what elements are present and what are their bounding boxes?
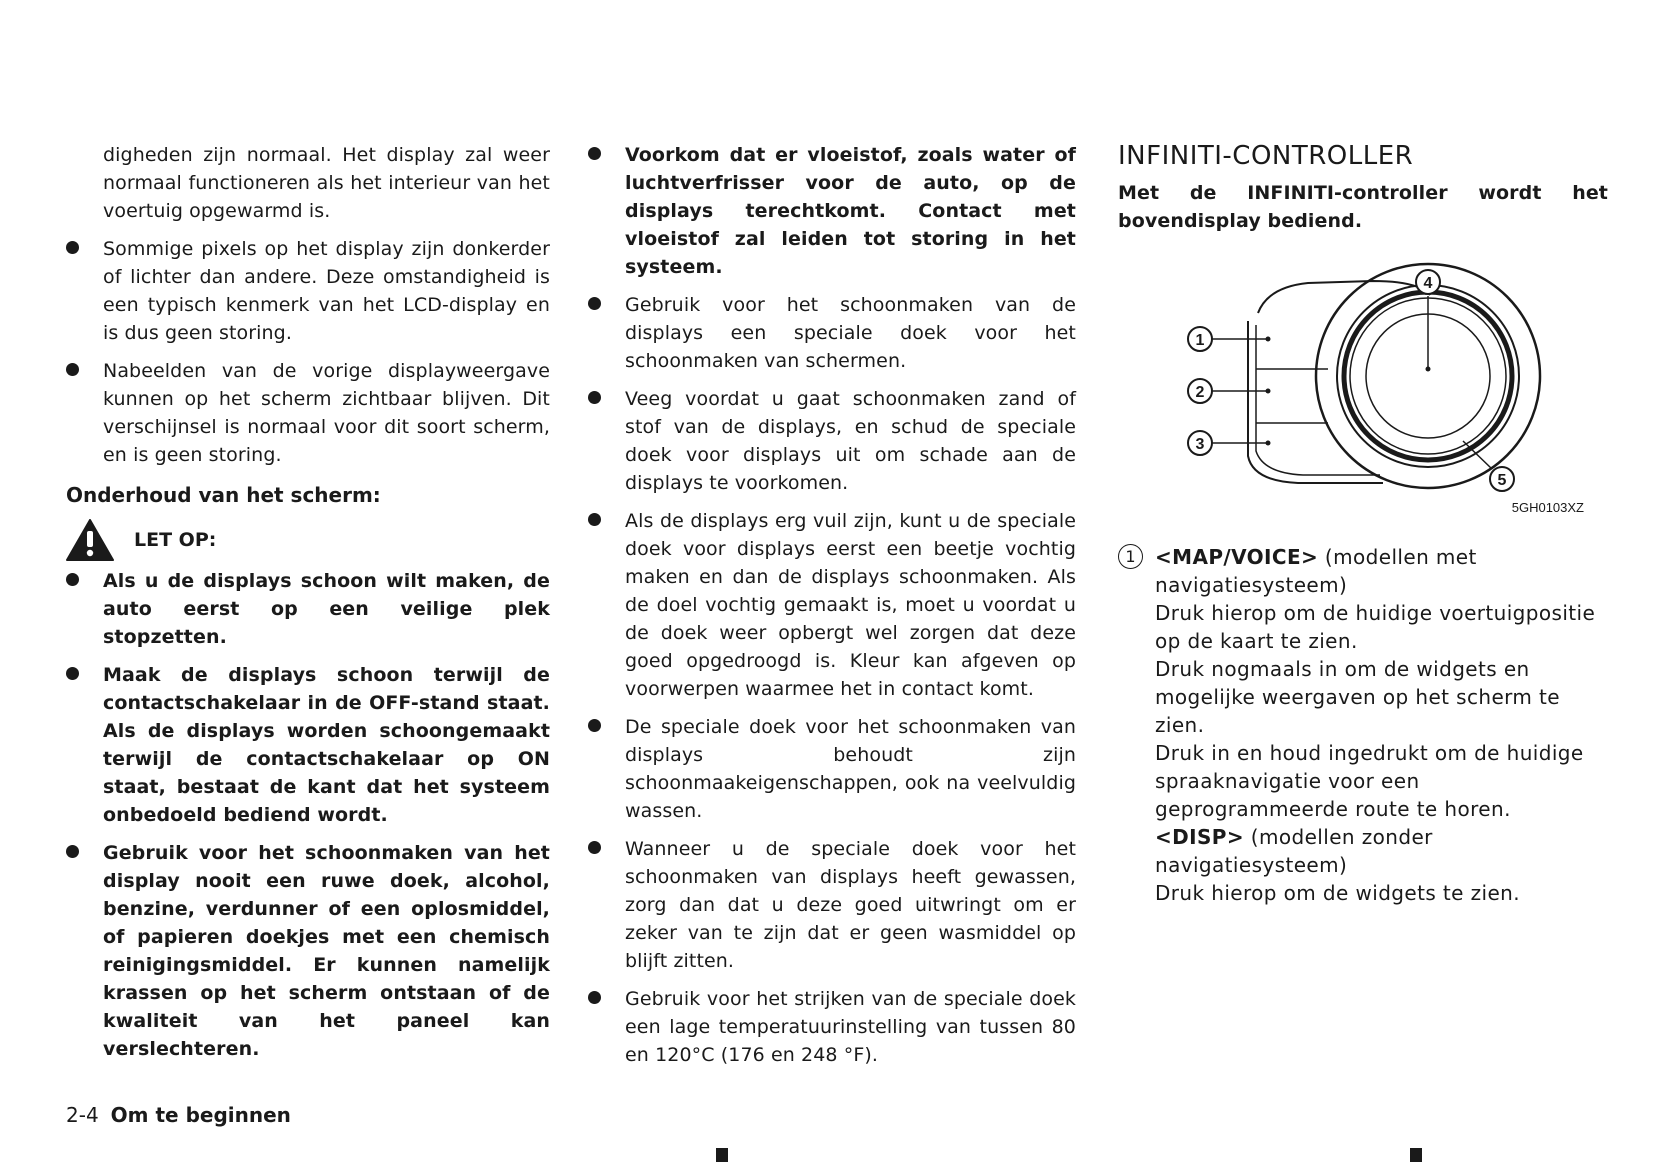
item-body	[1155, 543, 1608, 907]
callout-5: 5	[1497, 472, 1507, 489]
item-line: Druk in en houd ingedrukt om de huidige spraaknavigatie voor een geprogrammeerde route te horen.	[1155, 741, 1584, 821]
intro-text: Met de INFINITI-controller wordt het bovendisplay bediend.	[1118, 182, 1608, 232]
list-item	[588, 141, 1076, 281]
item-map-voice	[1118, 543, 1608, 907]
bullet-text: Gebruik voor het strijken van de speciale doek een lage temperatuurinstelling van tussen 80 en 120°C (176 en 248 °F).	[625, 988, 1076, 1066]
bullet-dot-icon	[66, 363, 79, 376]
warning-triangle-icon	[66, 519, 114, 561]
bullet-text: De speciale doek voor het schoonmaken van displays behoudt zijn schoonmaakeigenschappen, ook na veelvuldig wassen.	[625, 716, 1076, 822]
bullet-dot-icon	[588, 719, 601, 732]
item-number-badge: 1	[1118, 544, 1143, 569]
bullet-text: Veeg voordat u gaat schoonmaken zand of stof van de displays, en schud de speciale doek voor displays uit om schade aan de displays te voorkomen.	[625, 388, 1076, 494]
bullet-dot-icon	[66, 241, 79, 254]
warning-label: LET OP:	[134, 529, 217, 551]
warning-header	[66, 519, 550, 561]
item-line: Druk hierop om de widgets te zien.	[1155, 881, 1521, 905]
bullet-text: Voorkom dat er vloeistof, zoals water of luchtverfrisser voor de auto, op de displays terechtkomt. Contact met vloeistof zal leiden tot storing in het systeem.	[625, 144, 1076, 278]
continuation-text: digheden zijn normaal. Het display zal weer normaal functioneren als het interieur van het voertuig opgewarmd is.	[103, 144, 550, 222]
list-item	[66, 661, 550, 829]
list-item	[588, 835, 1076, 975]
bullet-text: Nabeelden van de vorige displayweergave kunnen op het scherm zichtbaar blijven. Dit verschijnsel is normaal voor dit soort scherm, en is geen storing.	[103, 360, 550, 466]
bullet-text: Gebruik voor het schoonmaken van het display nooit een ruwe doek, alcohol, benzine, verdunner of een oplosmiddel, of papieren doekjes met een chemisch reinigingsmiddel. Er kunnen namelijk krassen op het scherm ontstaan of de kwaliteit van het paneel kan verslechteren.	[103, 842, 550, 1060]
bullet-dot-icon	[588, 991, 601, 1004]
bullet-dot-icon	[588, 297, 601, 310]
bullet-text: Als u de displays schoon wilt maken, de auto eerst op een veilige plek stopzetten.	[103, 570, 550, 648]
print-marker	[716, 1148, 728, 1162]
callout-2: 2	[1195, 384, 1205, 401]
map-voice-note: (modellen met navigatiesysteem)	[1155, 545, 1477, 597]
figure-code: 5GH0103XZ	[1511, 500, 1584, 515]
list-item	[66, 235, 550, 347]
list-item	[588, 985, 1076, 1069]
bullet-dot-icon	[588, 513, 601, 526]
bullet-dot-icon	[588, 391, 601, 404]
list-item	[588, 713, 1076, 825]
section-title: INFINITI-CONTROLLER	[1118, 141, 1414, 171]
page-number: 2-4	[66, 1103, 99, 1127]
list-item	[588, 385, 1076, 497]
list-item	[66, 839, 550, 1063]
item-key-line	[1155, 823, 1608, 879]
column-middle	[588, 141, 1076, 1069]
disp-note: (modellen zonder navigatiesysteem)	[1155, 825, 1433, 877]
bullet-dot-icon	[588, 841, 601, 854]
map-voice-key: <MAP/VOICE>	[1155, 545, 1319, 569]
item-line: Druk hierop om de huidige voertuigpositie op de kaart te zien.	[1155, 601, 1596, 653]
bullet-dot-icon	[66, 667, 79, 680]
callout-4: 4	[1423, 275, 1433, 292]
list-item	[66, 567, 550, 651]
column-right	[1118, 141, 1608, 907]
bullet-text: Maak de displays schoon terwijl de contactschakelaar in de OFF-stand staat. Als de displays worden schoongemaakt terwijl de contactschakelaar op ON staat, bestaat de kant dat het systeem onbedoeld bediend wordt.	[103, 664, 550, 826]
disp-key: <DISP>	[1155, 825, 1245, 849]
bullet-text: Wanneer u de speciale doek voor het schoonmaken van displays heeft gewassen, zorg dan dat u deze goed uitwringt om er zeker van te zijn dat er geen wasmiddel op blijft zitten.	[625, 838, 1076, 972]
list-item	[66, 357, 550, 469]
print-marker	[1410, 1148, 1422, 1162]
infiniti-controller-diagram	[1118, 251, 1598, 511]
bullet-text: Sommige pixels op het display zijn donkerder of lichter dan andere. Deze omstandigheid is een typisch kenmerk van het LCD-display en is dus geen storing.	[103, 238, 550, 344]
callout-1: 1	[1195, 332, 1205, 349]
bullet-dot-icon	[588, 147, 601, 160]
subheading: Onderhoud van het scherm:	[66, 483, 381, 507]
list-item	[588, 507, 1076, 703]
list-item	[588, 291, 1076, 375]
bullet-dot-icon	[66, 573, 79, 586]
controller-figure	[1118, 251, 1598, 521]
callout-3: 3	[1195, 436, 1205, 453]
item-key-line	[1155, 543, 1608, 599]
bullet-dot-icon	[66, 845, 79, 858]
page-footer	[66, 1103, 291, 1127]
bullet-text: Gebruik voor het schoonmaken van de displays een speciale doek voor het schoonmaken van schermen.	[625, 294, 1076, 372]
item-line: Druk nogmaals in om de widgets en mogelijke weergaven op het scherm te zien.	[1155, 657, 1561, 737]
bullet-text: Als de displays erg vuil zijn, kunt u de speciale doek voor displays eerst een beetje vochtig maken en dan de displays schoonmaken. Als de doel vochtig gemaakt is, moet u voordat u de doek weer opbergt wel zorgen dat deze goed opgedroogd is. Kleur kan afgeven op voorwerpen waarmee het in contact komt.	[625, 510, 1076, 700]
section-name: Om te beginnen	[110, 1103, 291, 1127]
column-left	[66, 141, 550, 1063]
